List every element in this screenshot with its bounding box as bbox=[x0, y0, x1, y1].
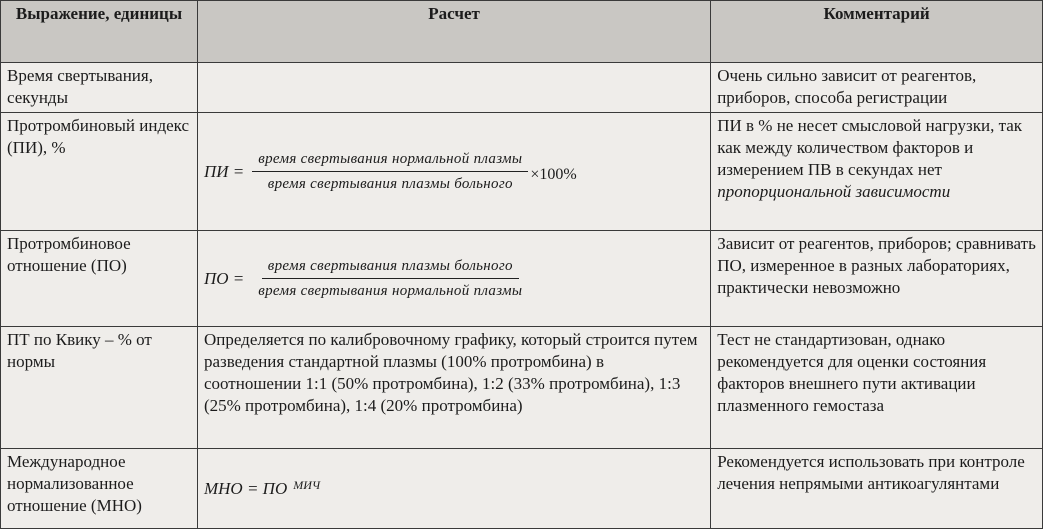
row-calc: Определяется по калибровочному графику, который строится путем разведения стандартной плазмы (100% протромбина) в соотношении 1:1 (50% протромбина), 1:2 (33% протромбина), 1:3 (25% протромбина), 1:4 (20% протромбина) bbox=[197, 327, 710, 449]
table-row bbox=[1, 449, 1043, 529]
formula-lhs: ПО = bbox=[203, 268, 245, 288]
mno-formula bbox=[204, 451, 704, 526]
row-name: ПТ по Квику – % от нормы bbox=[1, 327, 198, 449]
formula-lhs: ПИ = bbox=[203, 161, 245, 181]
table-row bbox=[1, 327, 1043, 449]
row-name: Время свертывания, секунды bbox=[1, 63, 198, 113]
row-calc bbox=[197, 113, 710, 231]
pi-formula bbox=[204, 115, 704, 228]
table-header-row bbox=[1, 1, 1043, 63]
table-row bbox=[1, 113, 1043, 231]
comment-text: ПИ в % не несет смысловой нагрузки, так как между количеством факторов и измерением ПВ в секундах нет bbox=[717, 116, 1023, 179]
row-name: Протромбиновый индекс (ПИ), % bbox=[1, 113, 198, 231]
row-comment: Рекомендуется использовать при контроле лечения непрямыми антикоагулянтами bbox=[711, 449, 1043, 529]
row-comment: Тест не стандартизован, однако рекомендуется для оценки состояния факторов внешнего пути активации плазменного гемостаза bbox=[711, 327, 1043, 449]
table-row bbox=[1, 231, 1043, 327]
row-comment: Зависит от реагентов, приборов; сравнивать ПО, измеренное в разных лабораториях, практически невозможно bbox=[711, 231, 1043, 327]
header-calculation: Расчет bbox=[197, 1, 710, 63]
mno-base: МНО = ПО bbox=[203, 478, 288, 498]
po-formula bbox=[204, 233, 704, 324]
row-calc bbox=[197, 449, 710, 529]
formula-numerator: время свертывания нормальной плазмы bbox=[252, 148, 528, 172]
formula-denominator: время свертывания нормальной плазмы bbox=[258, 283, 523, 299]
formula-denominator: время свертывания плазмы больного bbox=[267, 176, 513, 192]
row-calc bbox=[197, 231, 710, 327]
formula-multiplier: ×100% bbox=[530, 165, 577, 183]
header-comment: Комментарий bbox=[711, 1, 1043, 63]
formula-fraction bbox=[252, 255, 528, 302]
formula-fraction bbox=[252, 148, 528, 195]
header-expression: Выражение, единицы bbox=[1, 1, 198, 63]
comment-emphasis: пропорциональной зависимости bbox=[717, 182, 951, 201]
row-comment bbox=[711, 113, 1043, 231]
row-name: Международное нормализованное отношение (МНО) bbox=[1, 449, 198, 529]
row-calc bbox=[197, 63, 710, 113]
mno-exponent: МИЧ bbox=[293, 477, 321, 492]
row-comment: Очень сильно зависит от реагентов, приборов, способа регистрации bbox=[711, 63, 1043, 113]
formula-numerator: время свертывания плазмы больного bbox=[262, 255, 519, 279]
row-name: Протромбиновое отношение (ПО) bbox=[1, 231, 198, 327]
table-row bbox=[1, 63, 1043, 113]
